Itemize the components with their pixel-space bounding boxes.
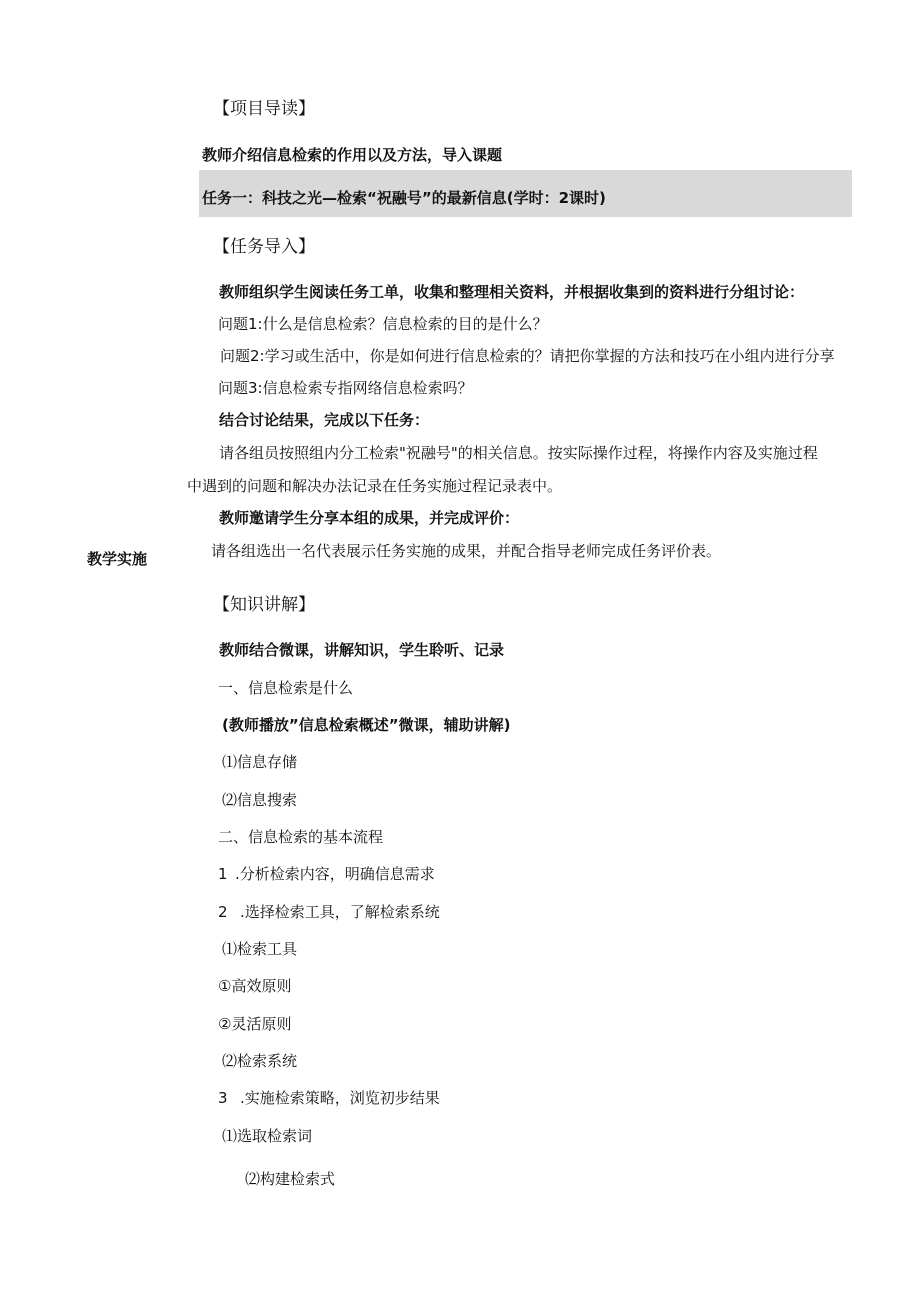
task-intro-lead: 教师组织学生阅读任务工单，收集和整理相关资料，并根据收集到的资料进行分组讨论： (219, 283, 805, 301)
invite-share: 教师邀请学生分享本组的成果，并完成评价： (219, 509, 520, 527)
section-2-title: 二、信息检索的基本流程 (218, 828, 384, 846)
step-3-item-b: ⑵构建检索式 (245, 1170, 336, 1188)
question-2: 问题2:学习或生活中，你是如何进行信息检索的？请把你掌握的方法和技巧在小组内进行分享 (220, 347, 835, 365)
task-one-title: 任务一：科技之光—检索“祝融号”的最新信息(学时：2课时) (202, 189, 606, 207)
request-line-1: 请各组员按照组内分工检索"祝融号"的相关信息。按实际操作过程，将操作内容及实施过程 (219, 444, 818, 462)
step-2-text: .选择检索工具，了解检索系统 (240, 903, 440, 921)
step-1-text: .分析检索内容，明确信息需求 (235, 865, 435, 883)
combine-results: 结合讨论结果，完成以下任务： (219, 411, 430, 429)
section-1-item-a: ⑴信息存储 (222, 753, 298, 771)
step-3-number: 3 (218, 1089, 228, 1107)
step-2-item-b: ⑵检索系统 (222, 1052, 298, 1070)
section-1-title: 一、信息检索是什么 (218, 679, 354, 697)
section-1-note: (教师播放”信息检索概述”微课，辅助讲解) (222, 716, 511, 734)
step-1-number: 1 (218, 865, 228, 883)
step-2-item-a1: ①高效原则 (218, 977, 292, 995)
step-2-item-a2: ②灵活原则 (218, 1015, 292, 1033)
question-1: 问题1:什么是信息检索？信息检索的目的是什么？ (218, 315, 548, 333)
step-2-item-a: ⑴检索工具 (222, 940, 298, 958)
step-3-text: .实施检索策略，浏览初步结果 (240, 1089, 440, 1107)
project-intro-text: 教师介绍信息检索的作用以及方法，导入课题 (202, 146, 503, 164)
section-1-item-b: ⑵信息搜索 (222, 791, 298, 809)
knowledge-heading: 【知识讲解】 (213, 595, 315, 615)
knowledge-lead: 教师结合微课，讲解知识，学生聆听、记录 (219, 641, 505, 659)
request-line-2: 中遇到的问题和解决办法记录在任务实施过程记录表中。 (187, 477, 563, 495)
step-2-number: 2 (218, 903, 228, 921)
project-intro-heading: 【项目导读】 (213, 99, 315, 119)
step-3-item-a: ⑴选取检索词 (222, 1127, 313, 1145)
side-label: 教学实施 (87, 550, 148, 568)
select-representative: 请各组选出一名代表展示任务实施的成果，并配合指导老师完成任务评价表。 (211, 542, 722, 560)
task-intro-heading: 【任务导入】 (213, 237, 315, 257)
question-3: 问题3:信息检索专指网络信息检索吗？ (218, 379, 473, 397)
